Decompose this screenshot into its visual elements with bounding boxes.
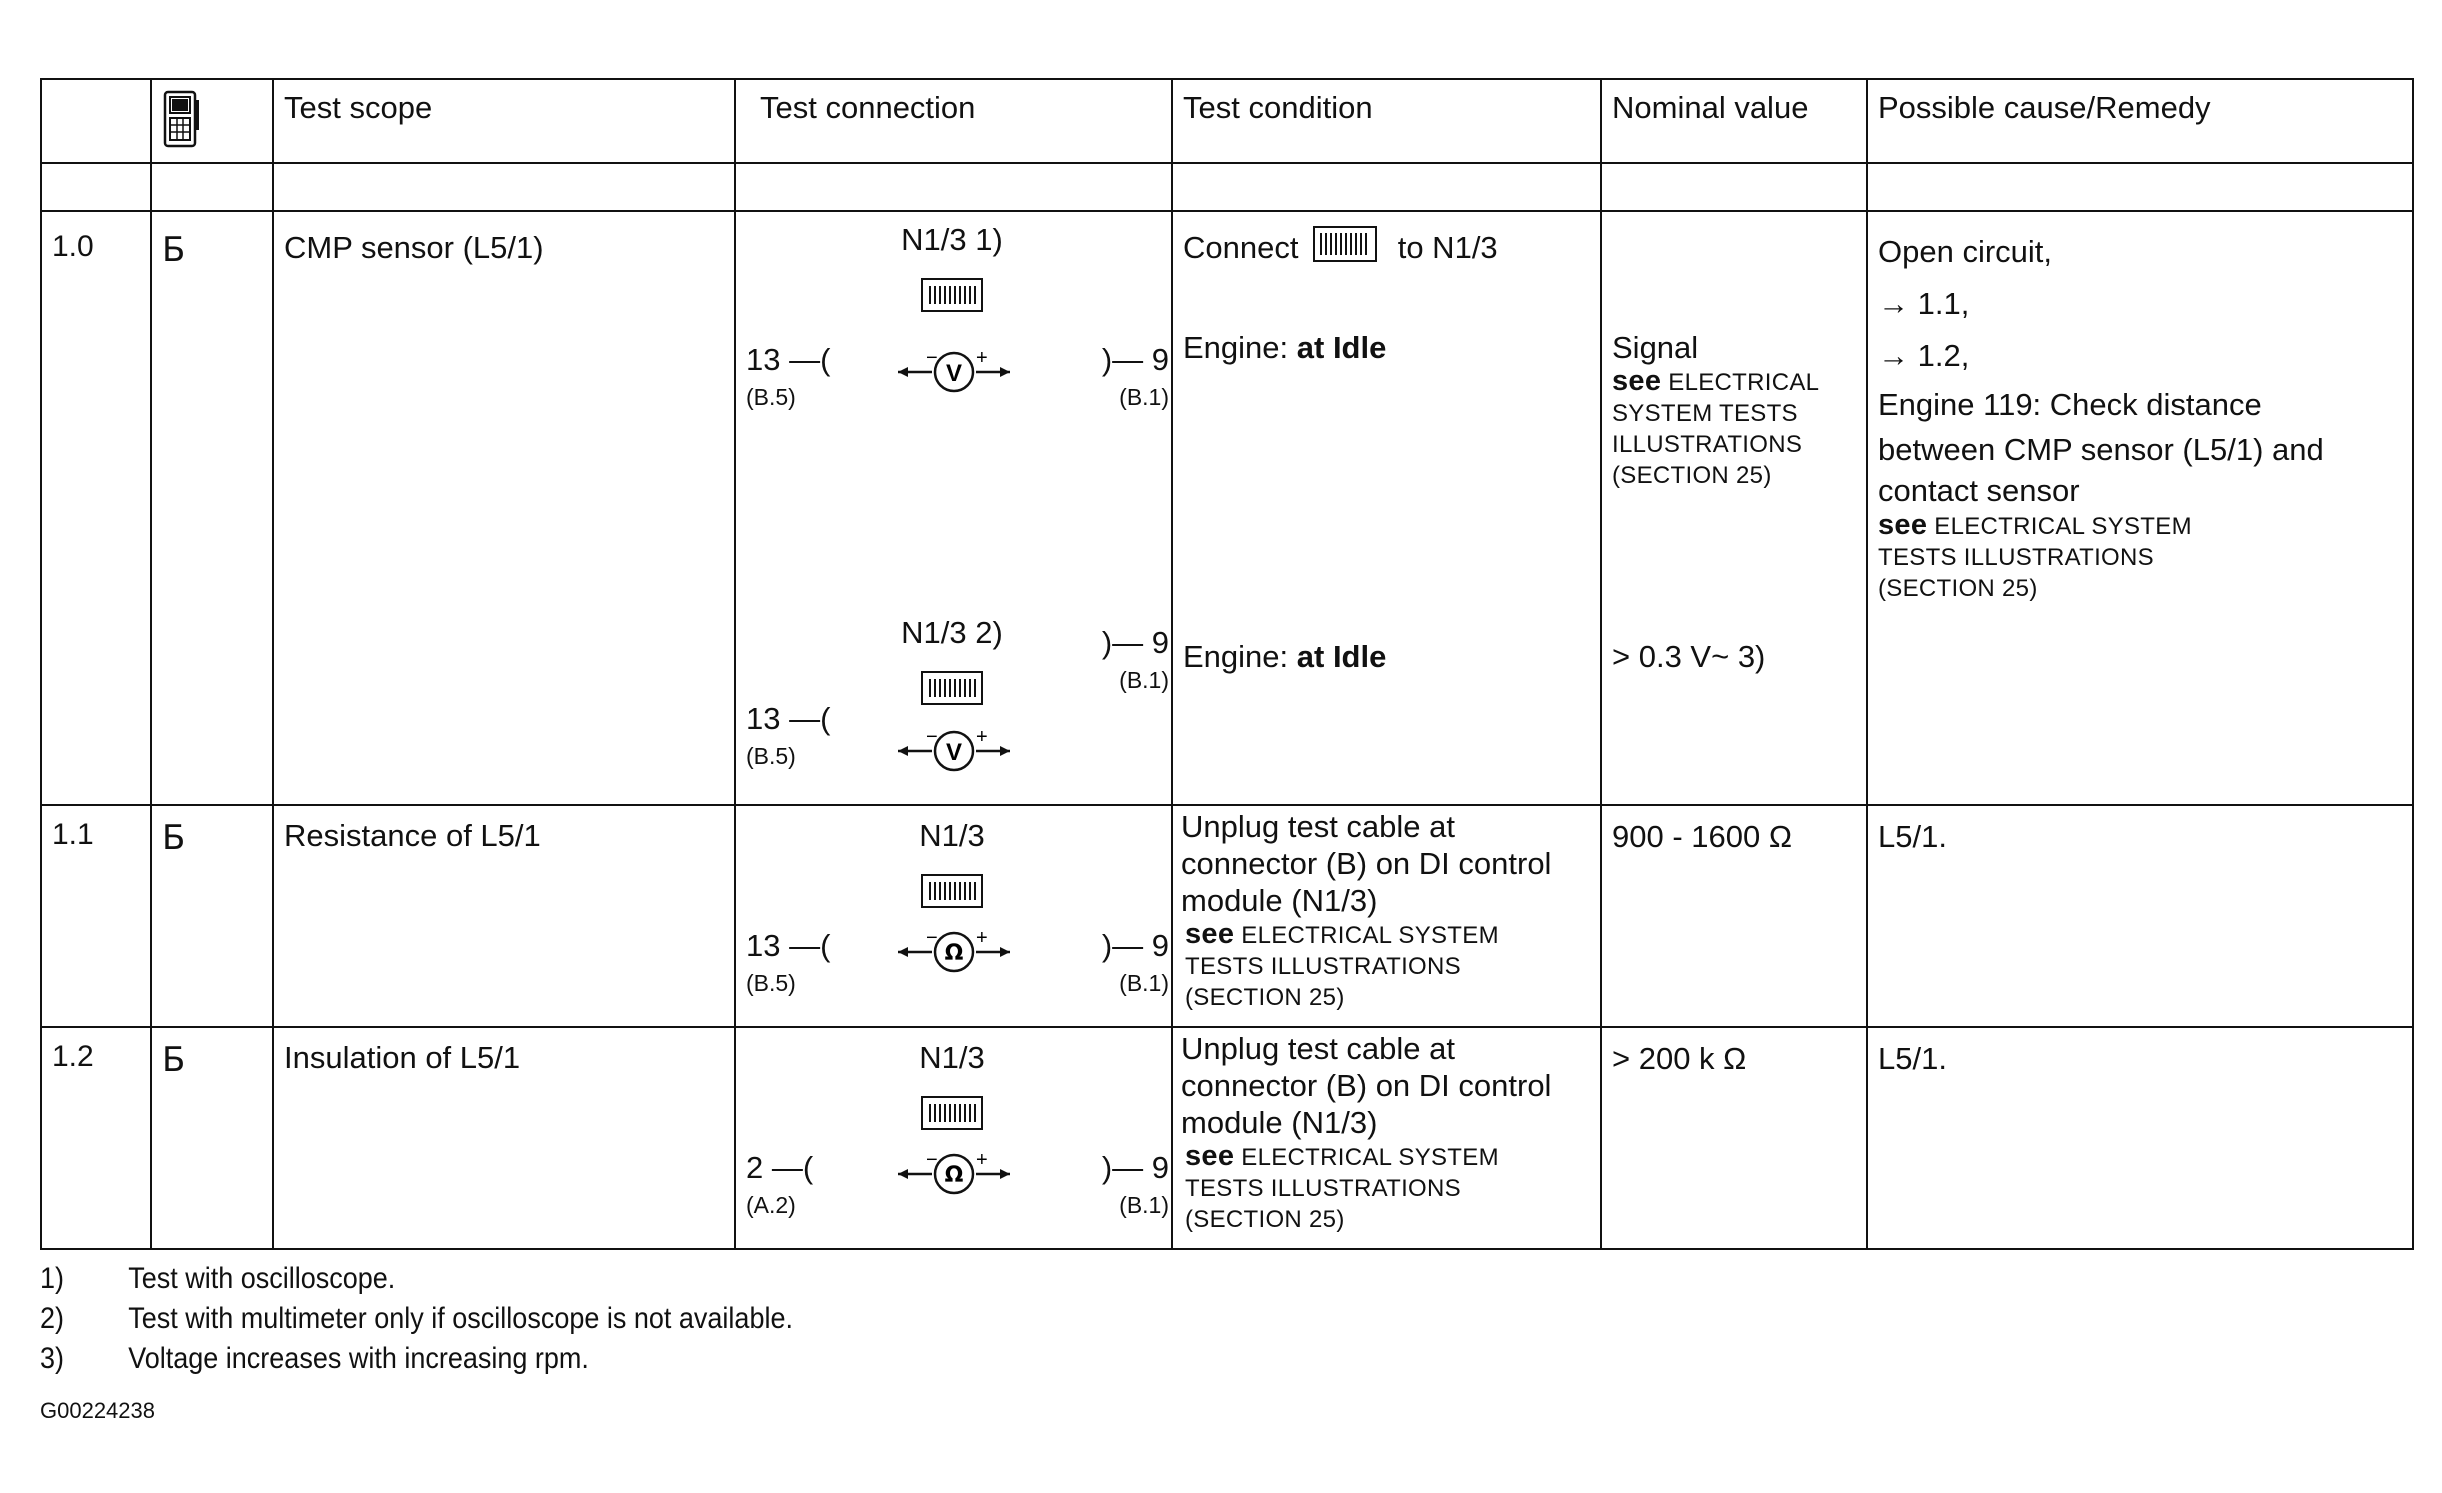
test-table [40, 78, 2414, 1250]
row-number: 1.1 [41, 805, 151, 1027]
test-code-icon: Б [151, 805, 273, 1027]
svg-text:+: + [976, 1152, 988, 1171]
test-condition [1172, 1027, 1601, 1249]
footnote-2: 2) Test with multimeter only if oscilloscope is not available. [40, 1302, 793, 1335]
ohmmeter-icon [896, 930, 1012, 974]
header-number [41, 79, 151, 163]
test-code-icon: Б [151, 211, 273, 805]
header-test-connection: Test connection [735, 79, 1172, 163]
right-pin: )— 9 (B.1) [1101, 625, 1169, 693]
possible-cause: L5/1. [1867, 805, 2413, 1027]
connection-diagram-oscilloscope [736, 222, 1171, 410]
test-scope: CMP sensor (L5/1) [273, 211, 735, 805]
right-pin: )— 9 (B.1) [1101, 1150, 1169, 1218]
test-connection [735, 211, 1172, 805]
voltmeter-icon [896, 350, 1012, 394]
header-test-scope: Test scope [273, 79, 735, 163]
svg-text:V: V [945, 360, 963, 387]
connection-diagram-resistance [736, 818, 1171, 996]
header-test-condition: Test condition [1172, 79, 1601, 163]
ohmmeter-icon [896, 1152, 1012, 1196]
header-nominal-value: Nominal value [1601, 79, 1867, 163]
control-module-icon [921, 278, 983, 312]
test-connection [735, 1027, 1172, 1249]
left-pin: 13 —( (B.5) [746, 342, 831, 410]
tester-module-icon [1313, 226, 1377, 262]
control-module-icon [921, 874, 983, 908]
module-label: N1/3 [919, 1040, 985, 1075]
condition-unplug: Unplug test cable at connector (B) on DI control module (N1/3) see ELECTRICAL SYSTEM TESTS ILLUSTRATIONS (SECTION 25) [1181, 809, 1552, 1011]
connection-diagram-multimeter [736, 615, 1171, 785]
test-scope: Insulation of L5/1 [273, 1027, 735, 1249]
nominal-signal: Signal see ELECTRICAL SYSTEM TESTS ILLUSTRATIONS (SECTION 25) [1612, 330, 1820, 489]
nominal-value [1601, 211, 1867, 805]
right-pin: )— 9 (B.1) [1101, 342, 1169, 410]
svg-text:−: − [926, 930, 938, 949]
condition-unplug: Unplug test cable at connector (B) on DI control module (N1/3) see ELECTRICAL SYSTEM TESTS ILLUSTRATIONS (SECTION 25) [1181, 1031, 1552, 1233]
svg-text:+: + [976, 729, 988, 748]
control-module-icon [921, 671, 983, 705]
svg-text:−: − [926, 729, 938, 748]
svg-text:+: + [976, 350, 988, 369]
table-row [41, 1027, 2413, 1249]
header-row [41, 79, 2413, 163]
test-condition [1172, 211, 1601, 805]
condition-connect: Connect to N1/3 [1183, 226, 1594, 266]
tester-icon [162, 90, 202, 148]
svg-text:Ω: Ω [944, 941, 964, 966]
possible-cause: L5/1. [1867, 1027, 2413, 1249]
test-scope: Resistance of L5/1 [273, 805, 735, 1027]
right-pin: )— 9 (B.1) [1101, 928, 1169, 996]
svg-text:−: − [926, 1152, 938, 1171]
condition-engine-idle: Engine: at Idle [1183, 639, 1387, 674]
module-label: N1/3 2) [901, 615, 1003, 650]
control-module-icon [921, 1096, 983, 1130]
nominal-voltage: > 0.3 V~ 3) [1612, 639, 1766, 674]
svg-text:−: − [926, 350, 938, 369]
nominal-value: > 200 k Ω [1601, 1027, 1867, 1249]
test-connection [735, 805, 1172, 1027]
svg-text:V: V [945, 739, 963, 766]
left-pin: 2 —( (A.2) [746, 1150, 814, 1218]
module-label: N1/3 1) [901, 222, 1003, 257]
connection-diagram-insulation [736, 1040, 1171, 1218]
table-row [41, 211, 2413, 805]
module-label: N1/3 [919, 818, 985, 853]
condition-engine-idle: Engine: at Idle [1183, 330, 1387, 365]
row-number: 1.2 [41, 1027, 151, 1249]
test-condition [1172, 805, 1601, 1027]
svg-text:+: + [976, 930, 988, 949]
svg-text:Ω: Ω [944, 1163, 964, 1188]
footnote-3: 3) Voltage increases with increasing rpm. [40, 1342, 589, 1375]
footnote-1: 1) Test with oscilloscope. [40, 1262, 396, 1295]
possible-cause [1867, 211, 2413, 805]
left-pin: 13 —( (B.5) [746, 701, 831, 769]
header-tester [151, 79, 273, 163]
spacer-row [41, 163, 2413, 211]
table-row [41, 805, 2413, 1027]
row-number: 1.0 [41, 211, 151, 805]
nominal-value: 900 - 1600 Ω [1601, 805, 1867, 1027]
figure-id: G00224238 [40, 1398, 155, 1423]
cause-text: Open circuit, → 1.1, → 1.2, Engine 119: Check distance between CMP sensor (L5/1) and contact sensor see ELECTRICAL SYSTEM TESTS ILLUSTRATIONS (SECTION 25) [1878, 234, 2324, 602]
header-possible-cause: Possible cause/Remedy [1867, 79, 2413, 163]
test-code-icon: Б [151, 1027, 273, 1249]
voltmeter-icon [896, 729, 1012, 773]
left-pin: 13 —( (B.5) [746, 928, 831, 996]
